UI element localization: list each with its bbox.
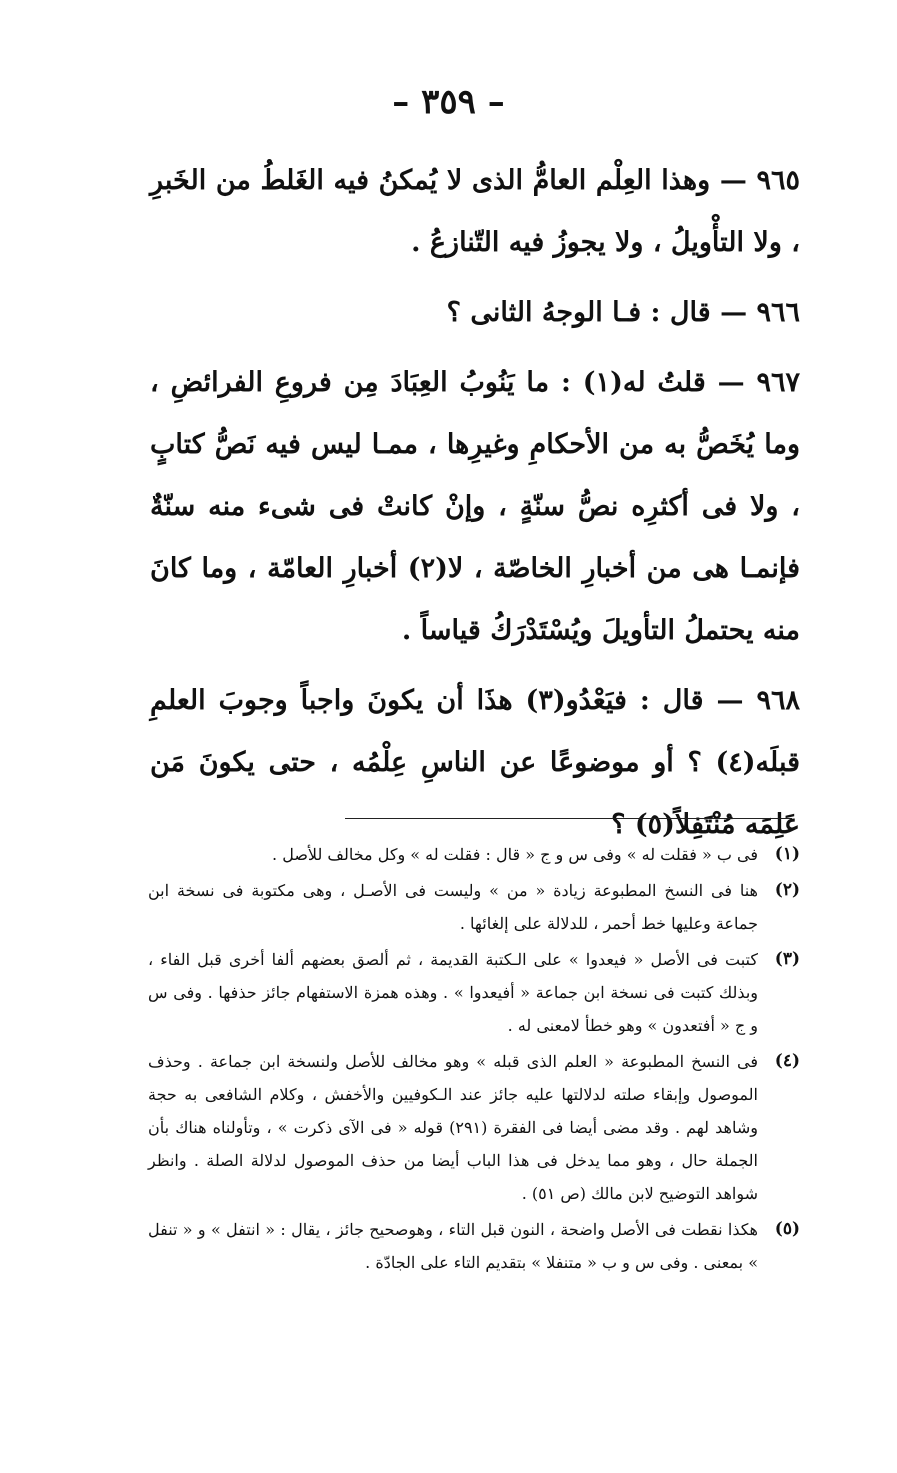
footnote-mark: (٢) xyxy=(774,880,800,900)
paragraph-dash: — xyxy=(716,685,744,716)
footnote-text: هنا فى النسخ المطبوعة زيادة « من » وليست فى الأصـل ، وهى مكتوبة فى نسخة ابن جماعة وعليها خط أحمر ، للدلالة على إلغائها . xyxy=(148,881,758,933)
footnote-2 xyxy=(148,874,800,940)
footnotes xyxy=(148,838,800,1282)
paragraph-number: ٩٦٧ xyxy=(756,367,800,398)
footnote-text: هكذا نقطت فى الأصل واضحة ، النون قبل التاء ، وهوصحيح جائز ، يقال : « انتفل » و « تنفل » بمعنى . وفى س و ب « متنفلا » بتقديم التاء على الجادّة . xyxy=(148,1220,758,1272)
paragraph-number: ٩٦٨ xyxy=(756,685,800,716)
footnote-text: فى النسخ المطبوعة « العلم الذى قبله » وهو مخالف للأصل ولنسخة ابن جماعة . وحذف الموصول وإبقاء صلته لدلالتها عليه جائز عند الـكوفيين والأخفش ، وكلام الشافعى به حجة وشاهد لهم . وقد مضى أيضا فى الفقرة (٢٩١) قوله « فى الآى ذكرت » ، وتأولناه هناك بأن الجملة حال ، وهو مما يدخل فى هذا الباب أيضا من حذف الموصول لدلالة الصلة . وانظر شواهد التوضيح لابن مالك (ص ٥١) . xyxy=(148,1052,758,1203)
footnote-1 xyxy=(148,838,800,871)
footnote-mark: (٥) xyxy=(774,1219,800,1239)
footnote-4 xyxy=(148,1045,800,1210)
footnote-mark: (١) xyxy=(774,844,800,864)
paragraph-dash: — xyxy=(719,165,747,196)
paragraph-965 xyxy=(150,150,800,274)
footnote-mark: (٣) xyxy=(774,949,800,969)
paragraph-dash: — xyxy=(720,297,748,328)
footnote-text: فى ب « فقلت له » وفى س و ج « قال : فقلت له » وكل مخالف للأصل . xyxy=(272,845,758,864)
paragraph-966 xyxy=(150,282,800,344)
footnote-mark: (٤) xyxy=(774,1051,800,1071)
paragraph-968 xyxy=(150,670,800,856)
paragraph-dash: — xyxy=(717,367,745,398)
paragraph-text: وهذا العِلْم العامُّ الذى لا يُمكنُ فيه الغَلطُ من الخَبرِ ، ولا التأْويلُ ، ولا يجوزُ فيه التّنازعُ . xyxy=(150,165,800,258)
paragraph-967 xyxy=(150,352,800,662)
paragraph-number: ٩٦٦ xyxy=(756,297,800,328)
footnote-5 xyxy=(148,1213,800,1279)
footnote-3 xyxy=(148,943,800,1042)
paragraph-number: ٩٦٥ xyxy=(756,165,801,196)
footnote-separator xyxy=(345,818,792,819)
paragraph-text: قال : فـا الوجهُ الثانى ؟ xyxy=(446,297,711,328)
paragraph-text: قلتُ له(١) : ما يَنُوبُ العِبَادَ مِن فروعِ الفرائضِ ، وما يُخَصُّ به من الأحكامِ وغيرِها ، ممـا ليس فيه نَصُّ كتابٍ ، ولا فى أكثرِه نصُّ سنّةٍ ، وإنْ كانتْ فى شىء منه سنّةٌ فإنمـا هى من أخبارِ الخاصّة ، لا(٢) أخبارِ العامّة ، وما كانَ منه يحتملُ التأويلَ ويُسْتَدْرَكُ قياساً . xyxy=(150,367,800,646)
main-text xyxy=(150,150,800,856)
paragraph-text: قال : فيَعْدُو(٣) هذَا أن يكونَ واجباً وجوبَ العلمِ قبلَه(٤) ؟ أو موضوعًا عن الناسِ عِلْمُه ، حتى يكونَ مَن عَلِمَه مُنْتَفِلاً(٥) ؟ xyxy=(150,685,800,840)
page-number: – ٣٥٩ – xyxy=(392,82,505,122)
footnote-text: كتبت فى الأصل « فيعدوا » على الـكتبة القديمة ، ثم ألصق بعضهم ألفا أخرى قبل الفاء ، وبذلك كتبت فى نسخة ابن جماعة « أفيعدوا » . وهذه همزة الاستفهام جائز حذفها . وفى س و ج « أفتعدون » وهو خطأ لامعنى له . xyxy=(148,950,758,1035)
